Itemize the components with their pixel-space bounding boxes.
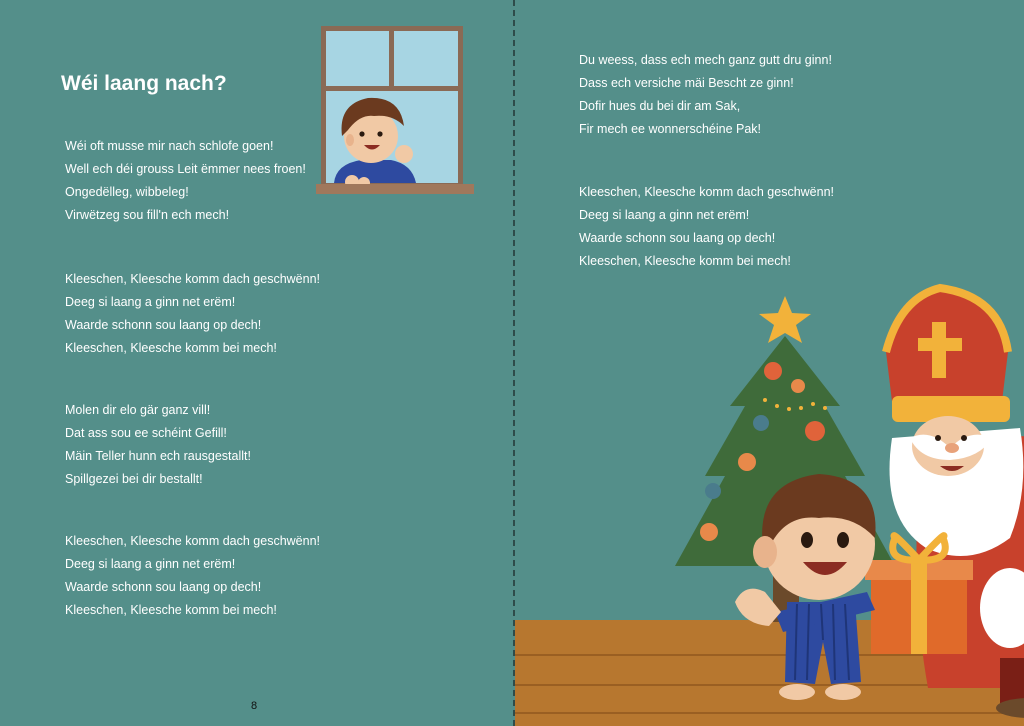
verse-line: Dat ass sou ee schéint Gefill! xyxy=(65,426,227,440)
verse-line: Spillgezei bei dir bestallt! xyxy=(65,472,203,486)
verse-line: Kleeschen, Kleesche komm dach geschwënn! xyxy=(579,185,835,199)
verse-line: Kleeschen, Kleesche komm bei mech! xyxy=(65,341,277,355)
verse-line: Wéi oft musse mir nach schlofe goen! xyxy=(65,139,274,153)
verse-line: Kleeschen, Kleesche komm bei mech! xyxy=(65,603,277,617)
right-stanza-2 xyxy=(579,181,834,273)
verse-line: Dass ech versiche mäi Bescht ze ginn! xyxy=(579,76,794,90)
verse-line: Deeg si laang a ginn net erëm! xyxy=(65,557,236,571)
right-page xyxy=(515,0,1024,726)
page-number: 8 xyxy=(251,700,258,712)
verse-line: Waarde schonn sou laang op dech! xyxy=(579,231,776,245)
verse-line: Fir mech ee wonnerschéine Pak! xyxy=(579,122,762,136)
verse-line: Deeg si laang a ginn net erëm! xyxy=(579,208,750,222)
verse-line: Kleeschen, Kleesche komm dach geschwënn! xyxy=(65,534,321,548)
poem-title: Wéi laang nach? xyxy=(61,72,227,95)
verse-line: Well ech déi grouss Leit ëmmer nees froen! xyxy=(65,162,306,176)
verse-line: Mäin Teller hunn ech rausgestallt! xyxy=(65,449,251,463)
left-stanza-2 xyxy=(65,268,320,360)
right-stanza-1 xyxy=(579,49,832,141)
verse-line: Kleeschen, Kleesche komm bei mech! xyxy=(579,254,791,268)
verse-line: Waarde schonn sou laang op dech! xyxy=(65,318,262,332)
boy-in-window-illustration xyxy=(316,26,476,198)
verse-line: Waarde schonn sou laang op dech! xyxy=(65,580,262,594)
verse-line: Virwëtzeg sou fill'n ech mech! xyxy=(65,208,230,222)
verse-line: Du weess, dass ech mech ganz gutt dru ginn! xyxy=(579,53,832,67)
left-stanza-3 xyxy=(65,399,251,491)
left-stanza-1 xyxy=(65,135,306,227)
verse-line: Kleeschen, Kleesche komm dach geschwënn! xyxy=(65,272,321,286)
verse-line: Dofir hues du bei dir am Sak, xyxy=(579,99,741,113)
boy-in-pajamas-illustration xyxy=(735,452,905,722)
verse-line: Molen dir elo gär ganz vill! xyxy=(65,403,211,417)
verse-line: Deeg si laang a ginn net erëm! xyxy=(65,295,236,309)
verse-line: Ongedëlleg, wibbeleg! xyxy=(65,185,189,199)
left-stanza-4 xyxy=(65,530,320,622)
